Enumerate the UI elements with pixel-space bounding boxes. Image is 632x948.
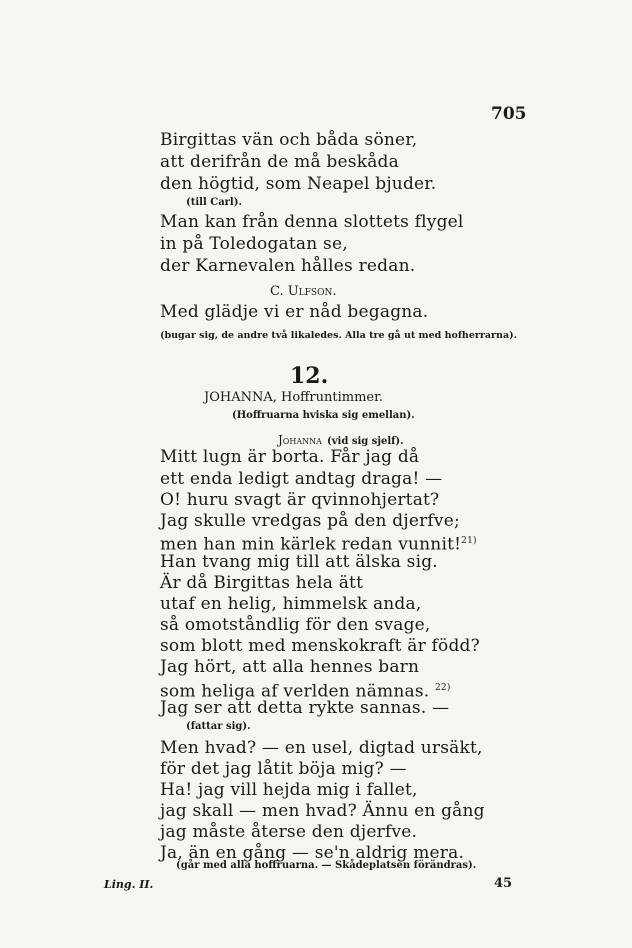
verse-line: jag skall — men hvad? Ännu en gång: [160, 801, 485, 821]
verse-text: som heliga af verlden nämnas.: [160, 681, 430, 702]
verse-line: Han tvang mig till att älska sig.: [160, 552, 438, 572]
stage-direction: (fattar sig).: [186, 721, 251, 732]
verse-line: Jag skulle vredgas på den djerfve;: [160, 511, 460, 531]
stage-direction: (Hoffruarna hviska sig emellan).: [232, 410, 415, 421]
stage-direction: (vid sig sjelf).: [327, 436, 404, 447]
verse-line: Mitt lugn är borta. Får jag då: [160, 447, 420, 467]
verse-line: så omotståndlig för den svage,: [160, 615, 431, 635]
signature-mark: Ling. II.: [104, 878, 154, 891]
scene-number: 12.: [290, 363, 329, 389]
verse-line: den högtid, som Neapel bjuder.: [160, 174, 437, 194]
verse-line: Jag hört, att alla hennes barn: [160, 657, 420, 677]
stage-direction: (till Carl).: [186, 197, 242, 208]
speaker-name: Johanna: [278, 433, 322, 447]
verse-line: Jag ser att detta rykte sannas. —: [160, 698, 450, 718]
verse-line: der Karnevalen hålles redan.: [160, 256, 416, 276]
page-number: 705: [491, 104, 527, 124]
verse-line: för det jag låtit böja mig? —: [160, 759, 407, 779]
verse-line: utaf en helig, himmelsk anda,: [160, 594, 422, 614]
verse-line: Är då Birgittas hela ätt: [160, 573, 364, 593]
footnote-marker: 22): [434, 683, 451, 693]
verse-line: Ha! jag vill hejda mig i fallet,: [160, 780, 418, 800]
verse-line: Man kan från denna slottets flygel: [160, 212, 464, 232]
verse-line: Birgittas vän och båda söner,: [160, 130, 418, 150]
verse-text: men han min kärlek redan vunnit!: [160, 534, 462, 555]
verse-line: Med glädje vi er nåd begagna.: [160, 302, 429, 322]
verse-line: att derifrån de må beskåda: [160, 152, 399, 172]
verse-line: in på Toledogatan se,: [160, 234, 348, 254]
verse-line: som blott med menskokraft är född?: [160, 636, 480, 656]
stage-direction: (bugar sig, de andre två likaledes. Alla tre gå ut med hofherrarna).: [160, 330, 517, 341]
verse-line: Ja, än en gång — se'n aldrig mera.: [160, 843, 465, 863]
verse-line: O! huru svagt är qvinnohjertat?: [160, 490, 440, 510]
verse-line: Men hvad? — en usel, digtad ursäkt,: [160, 738, 483, 758]
stage-direction: (går med alla hoffruarna. — Skådeplatsen förändras).: [176, 860, 477, 871]
speaker-name: C. Ulfson.: [270, 284, 337, 299]
footnote-marker: 21): [461, 536, 477, 546]
verse-line: jag måste återse den djerfve.: [160, 822, 418, 842]
scene-heading: JOHANNA, Hoffruntimmer.: [204, 390, 384, 405]
speaker-line: [278, 429, 404, 448]
verse-line: ett enda ledigt andtag draga! —: [160, 469, 443, 489]
signature-number: 45: [494, 876, 513, 891]
